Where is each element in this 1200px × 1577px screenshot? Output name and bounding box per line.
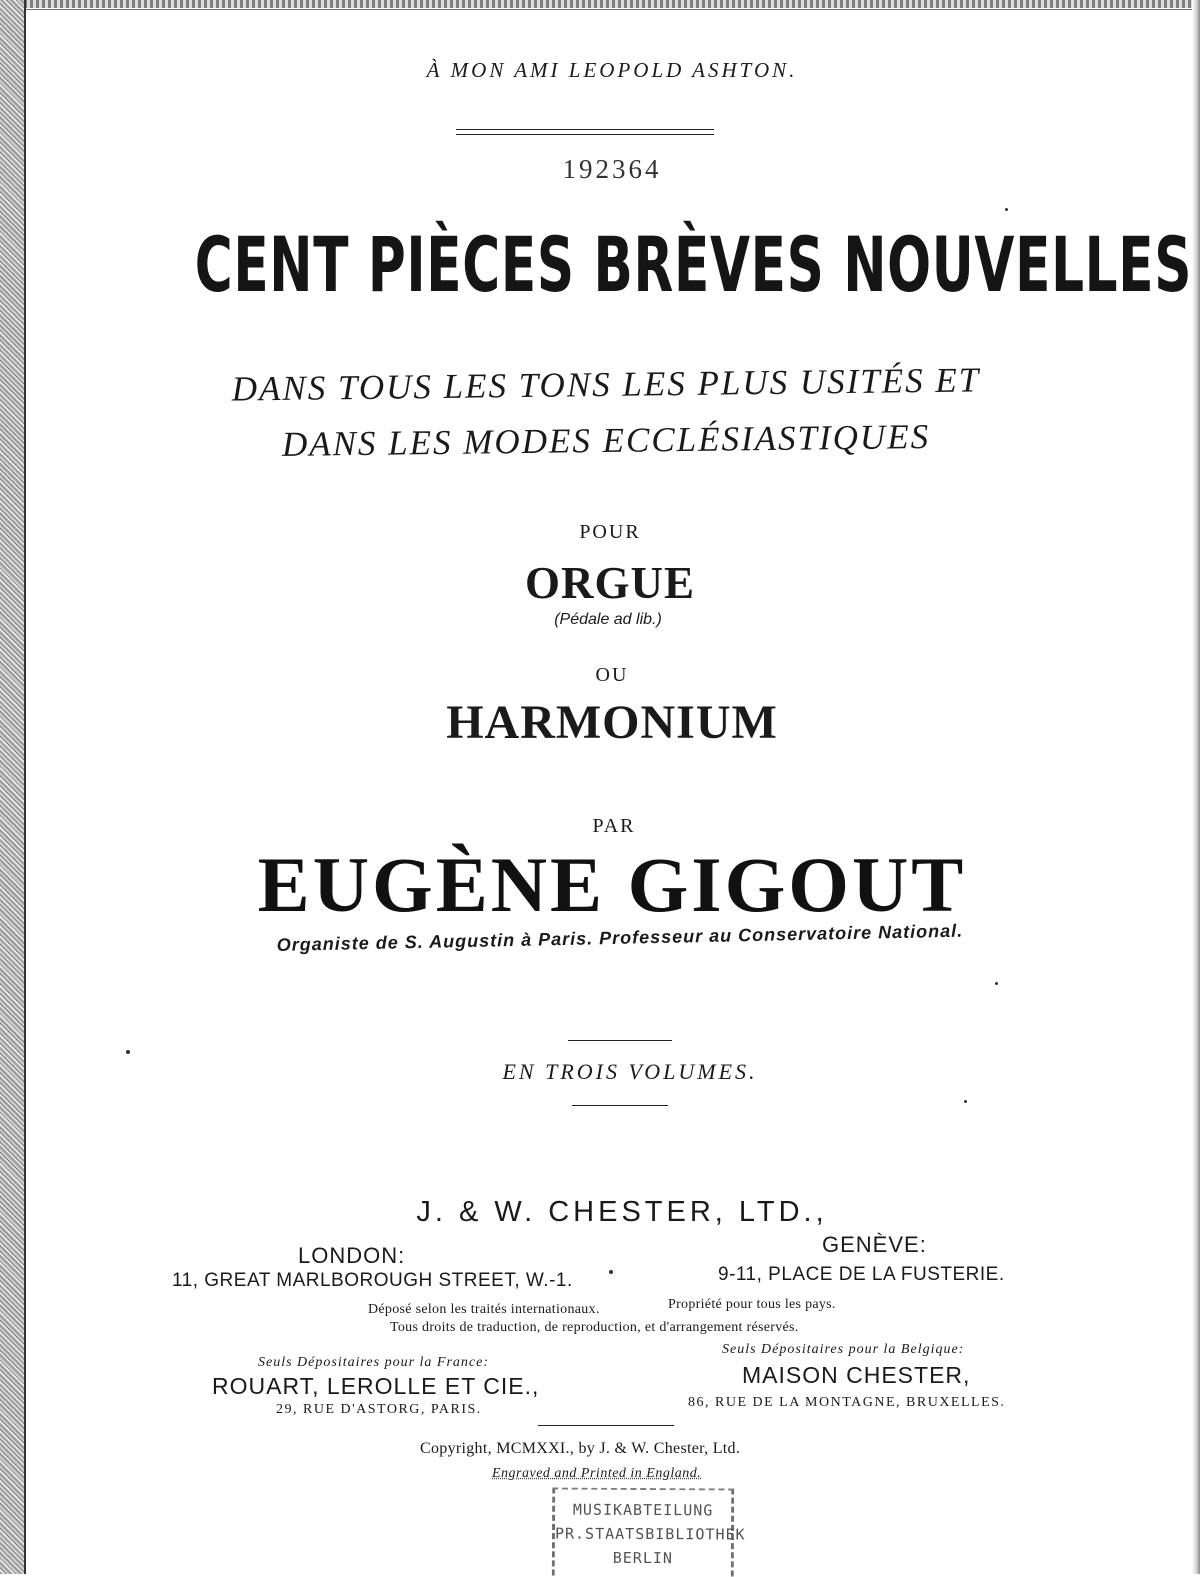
- publisher-name: J. & W. CHESTER, LTD.,: [416, 1196, 828, 1228]
- france-distributor-address: 29, RUE D'ASTORG, PARIS.: [276, 1402, 482, 1417]
- divider-volumes-top: [568, 1040, 672, 1041]
- instrument-harmonium: HARMONIUM: [446, 696, 778, 749]
- divider-volumes-bottom: [572, 1105, 668, 1106]
- geneve-address: 9-11, PLACE DE LA FUSTERIE.: [718, 1264, 1005, 1285]
- par-label: PAR: [592, 815, 636, 837]
- legal-rights: Tous droits de traduction, de reproduction, et d'arrangement réservés.: [390, 1320, 799, 1335]
- geneve-label: GENÈVE:: [822, 1232, 927, 1257]
- library-stamp: [552, 1488, 746, 1577]
- scan-speck: [1005, 208, 1008, 211]
- volumes-note: EN TROIS VOLUMES.: [502, 1059, 758, 1084]
- scan-speck: [609, 1270, 613, 1274]
- scan-top-edge: [0, 0, 1200, 8]
- copyright-line: Copyright, MCMXXI., by J. & W. Chester, Ltd.: [420, 1440, 741, 1457]
- divider-top-1: [456, 129, 714, 130]
- stamp-line-3: BERLIN: [612, 1548, 674, 1568]
- belgique-distributor-name: MAISON CHESTER,: [742, 1362, 971, 1388]
- scan-speck: [964, 1100, 967, 1103]
- instrument-orgue: ORGUE: [524, 558, 695, 608]
- belgique-distributor-address: 86, RUE DE LA MONTAGNE, BRUXELLES.: [688, 1395, 1006, 1410]
- stamp-line-2: PR.STAATSBIBLIOTHEK: [554, 1524, 746, 1544]
- stamp-line-1: MUSIKABTEILUNG: [572, 1500, 714, 1520]
- legal-deposit: Déposé selon les traités internationaux.: [368, 1302, 600, 1317]
- divider-top-2: [456, 134, 714, 135]
- belgique-distributor-label: Seuls Dépositaires pour la Belgique:: [722, 1342, 965, 1357]
- pour-label: POUR: [579, 521, 641, 543]
- page-title: CENT PIÈCES BRÈVES NOUVELLES: [194, 220, 1193, 309]
- subtitle-line-1: DANS TOUS LES TONS LES PLUS USITÉS ET: [231, 360, 981, 409]
- catalog-number: 192364: [562, 154, 662, 184]
- engraved-line: Engraved and Printed in England.: [492, 1466, 702, 1481]
- pedale-note: (Pédale ad lib.): [554, 611, 662, 628]
- scan-speck: [995, 982, 998, 985]
- subtitle-line-2: DANS LES MODES ECCLÉSIASTIQUES: [281, 417, 931, 464]
- ou-label: OU: [595, 664, 629, 686]
- divider-copyright: [538, 1425, 674, 1426]
- legal-property: Propriété pour tous les pays.: [668, 1297, 836, 1312]
- dedication: À MON AMI LEOPOLD ASHTON.: [426, 58, 798, 82]
- scan-speck: [126, 1050, 130, 1054]
- scan-right-edge: [1192, 0, 1200, 1574]
- composer-name: EUGÈNE GIGOUT: [257, 841, 967, 928]
- france-distributor-name: ROUART, LEROLLE ET CIE.,: [212, 1373, 540, 1399]
- london-label: LONDON:: [298, 1243, 406, 1268]
- france-distributor-label: Seuls Dépositaires pour la France:: [258, 1355, 490, 1370]
- london-address: 11, GREAT MARLBOROUGH STREET, W.-1.: [172, 1270, 573, 1291]
- scan-left-binding-edge: [0, 0, 24, 1574]
- composer-credentials: Organiste de S. Augustin à Paris. Professeur au Conservatoire National.: [276, 920, 964, 955]
